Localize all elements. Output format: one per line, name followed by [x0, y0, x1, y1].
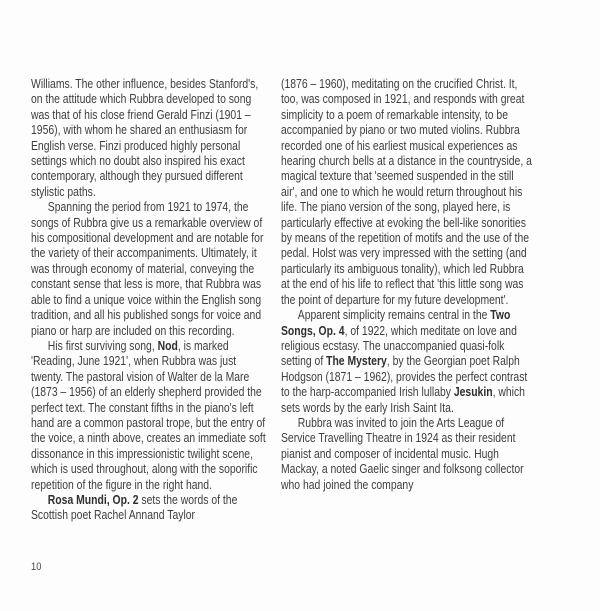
- work-title: Rosa Mundi, Op. 2: [47, 491, 139, 507]
- text-segment: , by the Georgian poet Ralph Hodgson (1871 – 1962), provides the perfect contrast to the harp-accompanied Irish lullaby: [281, 353, 528, 400]
- text-segment: Rubbra was invited to join the Arts League of Service Travelling Theatre in 1924 as their resident pianist and composer of incidental music. Hugh Mackay, a noted Gaelic singer and folksong collector who had joined the company: [281, 414, 524, 492]
- paragraph: [281, 415, 532, 492]
- paragraph: [31, 76, 271, 199]
- text-segment: , is marked 'Reading, June 1921', when Rubbra was just twenty. The pastoral vision of Walter de la Mare (1873 – 1956) of an elderly shepherd provided the perfect text. The constant fifths in the piano's left hand are a common pastoral trope, but the entry of the voice, a ninth above, creates an immediate soft dissonance in this impressionistic twilight scene, which is used throughout, along with the soporific repetition of the figure in the right hand.: [31, 337, 266, 492]
- paragraph: [31, 199, 271, 338]
- work-title: Two Songs, Op. 4: [281, 307, 511, 338]
- text-segment: sets the words of the Scottish poet Rachel Annand Taylor: [31, 491, 238, 523]
- work-title: The Mystery: [326, 353, 387, 369]
- page-number: 10: [31, 561, 42, 573]
- work-title: Jesukin: [453, 384, 493, 400]
- text-segment: Spanning the period from 1921 to 1974, the songs of Rubbra give us a remarkable overview of his compositional development and are notable for the variety of their accompaniments. Ultimately, it was through economy of material, conveying the constant sense that less is more, that Rubbra was able to find a unique voice within the English song tradition, and all his published songs for voice and piano or harp are included on this recording.: [31, 199, 264, 338]
- text-segment: His first surviving song,: [47, 337, 158, 353]
- work-title: Nod: [157, 337, 178, 353]
- text-segment: (1876 – 1960), meditating on the crucified Christ. It, too, was composed in 1921, and responds with great simplicity to a poem of remarkable intensity, to be accompanied by piano or two muted violins. Rubbra recorded one of his earliest musical experiences as hearing church bells at a distance in the countryside, a magical texture that 'seemed suspended in the still air', and one to which he would return throughout his life. The piano version of the song, played here, is particularly effective at evoking the bell-like sonorities by means of the repetition of motifs and the use of the pedal. Holst was very impressed with the setting (and particularly its ambiguous tonality), which led Rubbra at the end of his life to reflect that 'this little song was the point of departure for my future development'.: [281, 76, 532, 307]
- text-segment: Apparent simplicity remains central in the: [297, 307, 491, 323]
- paragraph: [281, 307, 532, 415]
- text-column-right: [281, 76, 532, 492]
- text-column-left: [31, 76, 271, 523]
- text-segment: , which sets words by the early Irish Saint Ita.: [281, 384, 525, 415]
- text-segment: Williams. The other influence, besides Stanford's, on the attitude which Rubbra developed to song was that of his close friend Gerald Finzi (1901 – 1956), with whom he shared an enthusiasm for English verse. Finzi produced highly personal settings which no doubt also inspired his exact contemporary, although they pursued different stylistic paths.: [31, 76, 259, 199]
- text-segment: , of 1922, which meditate on love and religious ecstasy. The unaccompanied quasi-folk setting of: [281, 322, 517, 369]
- paragraph: [281, 76, 532, 307]
- paragraph: [31, 492, 271, 523]
- paragraph: [31, 338, 271, 492]
